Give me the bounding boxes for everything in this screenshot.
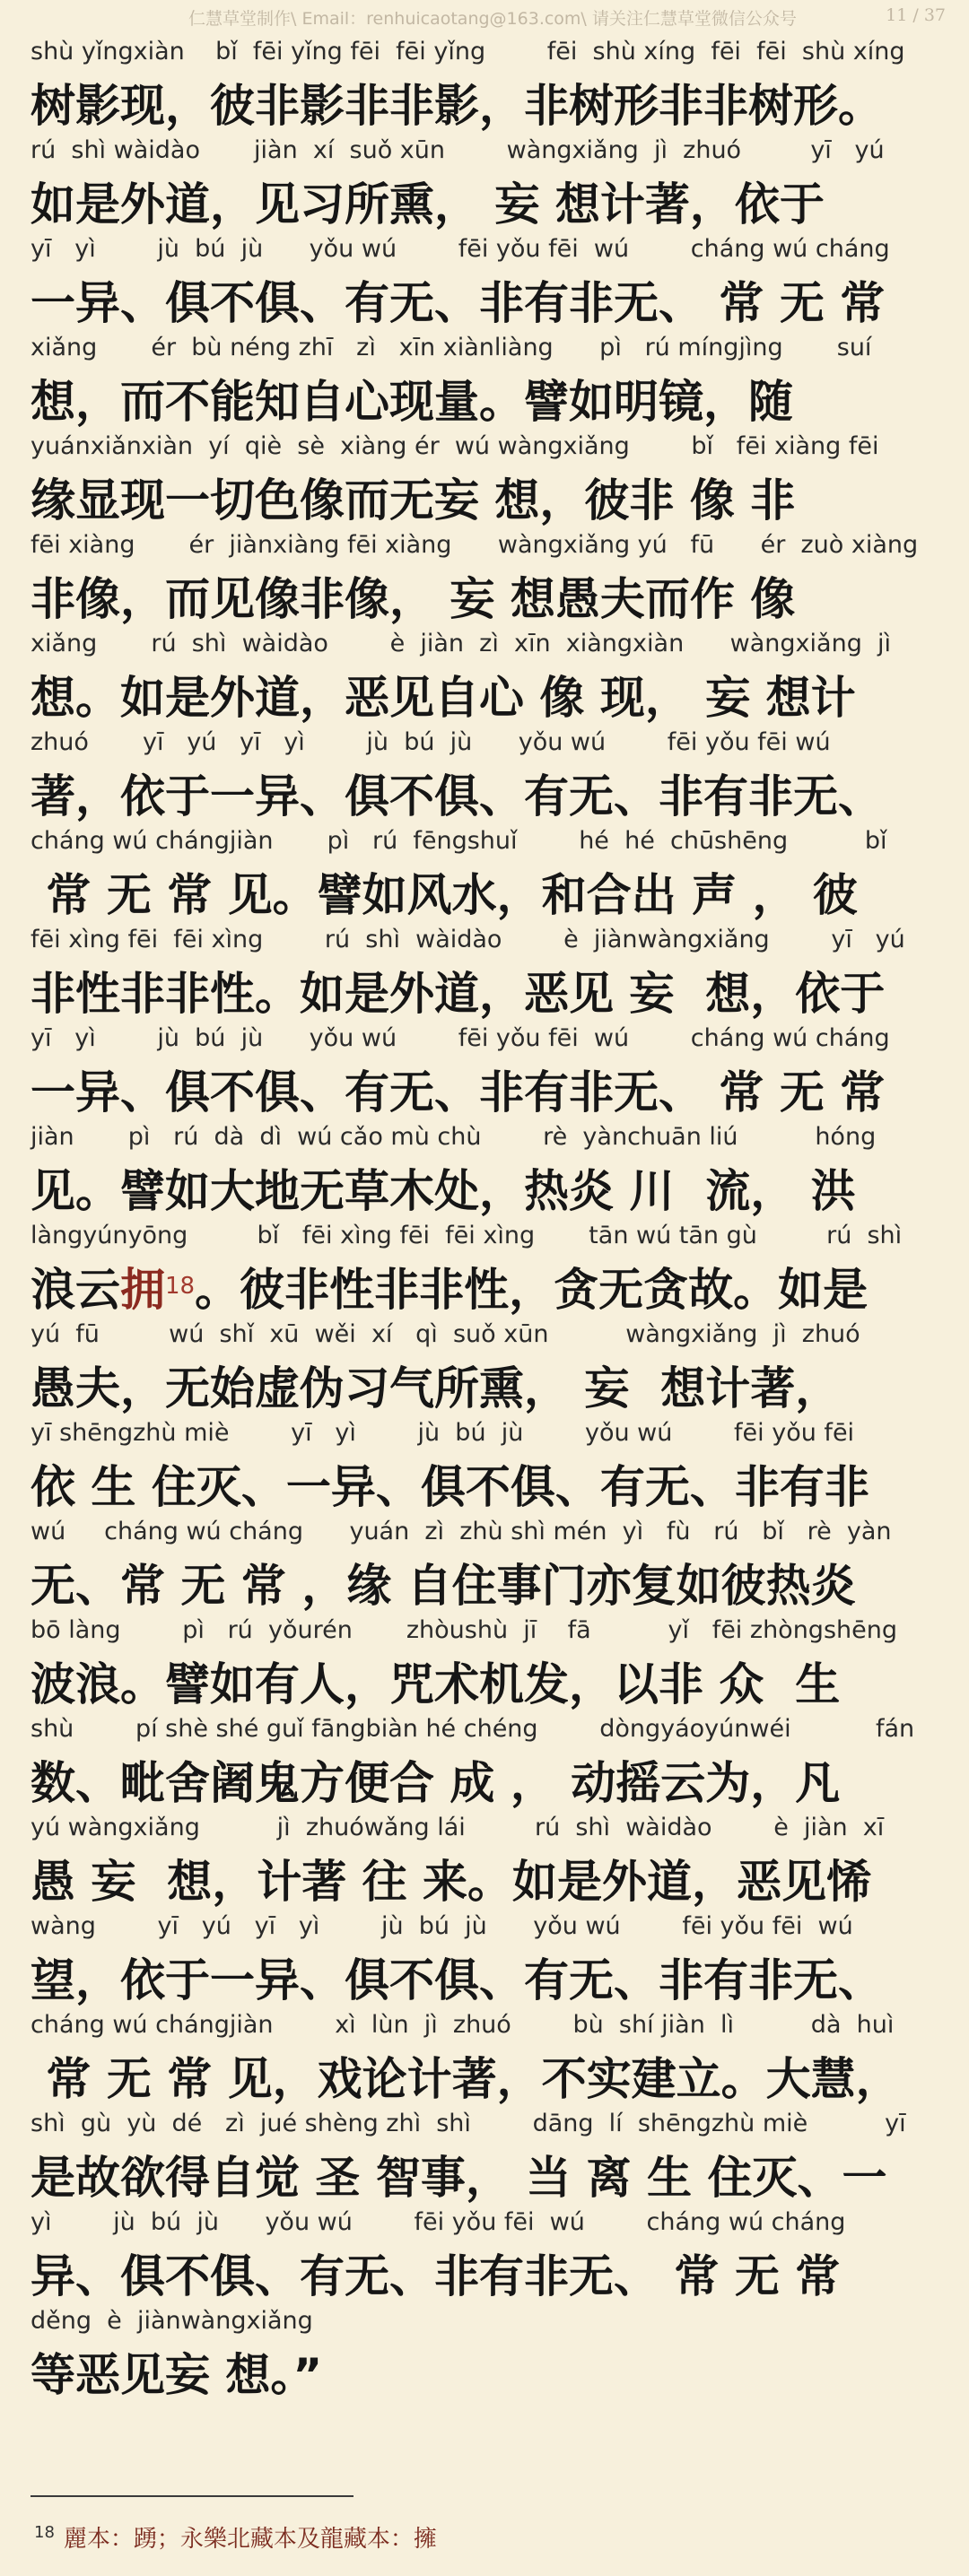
hanzi-line: 等恶见妄 想。” [31,2349,323,2401]
pinyin-line: bō làng pì rú yǒurén zhòushù jī fā yǐ fēi zhòngshēng [31,1616,897,1644]
footnote-divider [31,2495,354,2497]
footnote-number: 18 [34,2523,55,2543]
pinyin-line: yī shēngzhù miè yī yì jù bú jù yǒu wú fēi yǒu fēi [31,1419,855,1447]
text-line [31,2307,946,2406]
hanzi-line: 浪云 拥 18 。彼非性非非性，贪无贪故。如是 [31,1258,946,1315]
pinyin-line: cháng wú chángjiàn xì lùn jì zhuó bù shí jiàn lì dà huì [31,2011,895,2039]
footnote-text: 麗本：踴；永樂北藏本及龍藏本：擁 [63,2526,437,2553]
pinyin-line: fēi xìng fēi fēi xìng rú shì wàidào è jiànwàngxiǎng yī yú [31,926,905,953]
hanzi-line: 如是外道，见习所熏， 妄 想计著，依于 [31,178,825,231]
hanzi-line: 缘显现一切色像而无妄 想，彼非 像 非 [31,474,796,527]
hanzi-line: 望，依于一异、俱不俱、有无、非有非无、 [31,1954,883,2006]
hanzi-line: 愚 妄 想，计著 往 来。如是外道，恶见悕 [31,1856,872,1908]
hanzi-line: 非像，而见像非像， 妄 想愚夫而作 像 [31,573,796,625]
pinyin-line: rú shì wàidào jiàn xí suǒ xūn wàngxiǎng jì zhuó yī yú [31,136,885,164]
page-header [0,0,969,41]
text-line [31,334,946,432]
text-line [31,2110,946,2208]
hanzi-line: 想。如是外道，恶见自心 像 现， 妄 想计 [31,672,856,724]
text-line [31,1518,946,1616]
pinyin-line: shù pí shè shé guǐ fāngbiàn hé chéng dòngyáoyúnwéi fán [31,1715,915,1743]
text-line [31,38,946,136]
text-line [31,136,946,235]
hanzi-line: 常 无 常 见，戏论计著，不实建立。大慧， [31,2053,901,2105]
text-line [31,2208,946,2307]
footnote-marker: 18 [165,1273,196,1300]
hanzi-line: 非性非非性。如是外道，恶见 妄 想，依于 [31,968,886,1020]
text-line [31,926,946,1024]
pinyin-line: yuánxiǎnxiàn yí qiè sè xiàng ér wú wàngxiǎng bǐ fēi xiàng fēi [31,432,879,460]
text-line [31,235,946,334]
pinyin-line: wú cháng wú cháng yuán zì zhù shì mén yì fù rú bǐ rè yàn [31,1518,892,1545]
annotated-character: 拥 [120,1264,165,1316]
text-line [31,630,946,728]
pinyin-line: yú wàngxiǎng jì zhuówǎng lái rú shì wàidào è jiàn xī [31,1814,885,1841]
text-line [31,1814,946,1912]
page-number: 11 / 37 [886,5,946,25]
text-line [31,1616,946,1715]
hanzi-line: 无、常 无 常 ，缘 自住事门亦复如彼热炎 [31,1560,856,1612]
text-line [31,728,946,827]
pinyin-line: yì jù bú jù yǒu wú fēi yǒu fēi wú cháng wú cháng [31,2208,846,2236]
hanzi-line: 树影现，彼非影非非影，非树形非非树形。 [31,80,883,132]
hanzi-line: 著，依于一异、俱不俱、有无、非有非无、 [31,770,883,822]
text-line [31,2011,946,2110]
hanzi-line: 是故欲得自觉 圣 智事， 当 离 生 住灭、一 [31,2152,887,2204]
pinyin-line: xiǎng rú shì wàidào è jiàn zì xīn xiàngxiàn wàngxiǎng jì [31,630,892,657]
text-line [31,1222,946,1320]
text-line [31,1320,946,1419]
pinyin-line: děng è jiànwàngxiǎng [31,2307,313,2335]
pinyin-line: xiǎng ér bù néng zhī zì xīn xiànliàng pì rú míngjìng suí [31,334,872,361]
hanzi-line: 常 无 常 见。譬如风水，和合出 声 ， 彼 [31,869,858,921]
pinyin-line: cháng wú chángjiàn pì rú fēngshuǐ hé hé chūshēng bǐ [31,827,887,855]
pinyin-line: yī yì jù bú jù yǒu wú fēi yǒu fēi wú cháng wú cháng [31,235,890,263]
text-line [31,1024,946,1123]
pinyin-line: zhuó yī yú yī yì jù bú jù yǒu wú fēi yǒu fēi wú [31,728,831,756]
hanzi-line: 数、毗舍阇鬼方便合 成 ， 动摇云为，凡 [31,1757,841,1809]
hanzi-line: 愚夫，无始虚伪习气所熏， 妄 想计著， [31,1362,841,1414]
credit-line: 仁慧草堂制作\ Email：renhuicaotang@163.com\ 请关注仁慧草堂微信公众号 [188,9,797,29]
pinyin-line: shì gù yù dé zì jué shèng zhì shì dāng lí shēngzhù miè yī [31,2110,906,2137]
text-line [31,1419,946,1518]
hanzi-line: 依 生 住灭、一异、俱不俱、有无、非有非 [31,1461,869,1513]
text-line [31,1715,946,1814]
pinyin-line: shù yǐngxiàn bǐ fēi yǐng fēi fēi yǐng fēi shù xíng fēi fēi shù xíng [31,38,905,65]
pinyin-line: yú fū wú shǐ xū wěi xí qì suǒ xūn wàngxiǎng jì zhuó [31,1320,860,1348]
text-line [31,1912,946,2011]
text-line [31,432,946,531]
pinyin-line: fēi xiàng ér jiànxiàng fēi xiàng wàngxiǎng yú fū ér zuò xiàng [31,531,919,559]
pinyin-line: làngyúnyōng bǐ fēi xìng fēi fēi xìng tān wú tān gù rú shì [31,1222,903,1249]
hanzi-line: 一异、俱不俱、有无、非有非无、 常 无 常 [31,1066,886,1118]
pinyin-line: jiàn pì rú dà dì wú cǎo mù chù rè yànchuān liú hóng [31,1123,877,1151]
hanzi-line: 异、俱不俱、有无、非有非无、 常 无 常 [31,2250,841,2302]
text-line [31,1123,946,1222]
footnote [34,2520,931,2554]
hanzi-line: 想，而不能知自心现量。譬如明镜，随 [31,376,793,428]
hanzi-line: 一异、俱不俱、有无、非有非无、 常 无 常 [31,277,886,329]
pinyin-line: yī yì jù bú jù yǒu wú fēi yǒu fēi wú cháng wú cháng [31,1024,890,1052]
text-line [31,531,946,630]
hanzi-line: 波浪。譬如有人，咒术机发，以非 众 生 [31,1658,841,1710]
text-line [31,827,946,926]
pinyin-line: wàng yī yú yī yì jù bú jù yǒu wú fēi yǒu fēi wú [31,1912,853,1940]
hanzi-line: 见。譬如大地无草木处，热炎 川 流， 洪 [31,1165,856,1217]
sutra-text [31,38,946,2406]
